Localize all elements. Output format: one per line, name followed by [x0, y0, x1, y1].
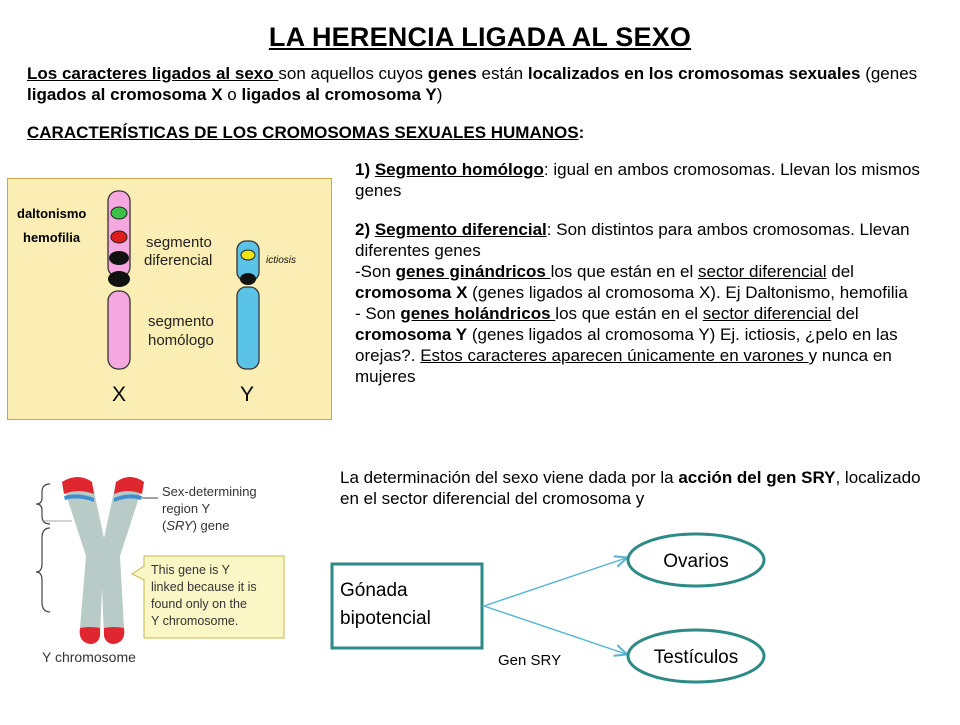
intro-localizados: localizados en los cromosomas sexuales	[527, 64, 861, 83]
intro-x-linked: ligados al cromosoma X	[27, 85, 223, 104]
sry-label-2: region Y	[162, 501, 211, 516]
y-chromosome-lower	[237, 287, 259, 369]
gen-sry-label: Gen SRY	[498, 652, 562, 669]
holandricos-text: los que están en el	[555, 304, 703, 323]
intro-text: o	[222, 85, 242, 104]
seg1-description: : igual en ambos cromosomas. Llevan los mismos genes	[355, 160, 920, 200]
holandricos-text: - Son	[355, 304, 401, 323]
holandricos-term: genes holándricos	[400, 304, 556, 323]
y-label: Y	[240, 383, 255, 406]
ictiosis-gene-dot	[241, 250, 255, 260]
seg2-number: 2)	[355, 220, 375, 239]
gonada-label-2: bipotencial	[340, 608, 431, 629]
x-chromosome-lower	[108, 291, 130, 369]
arrow-testiculos	[484, 606, 626, 654]
intro-text: (genes	[860, 64, 918, 83]
y-chromosome-figure	[28, 468, 303, 668]
ginandricos-text: los que están en el	[550, 262, 699, 281]
seg2-description: : Son distintos para ambos cromosomas. Llevan diferentes genes	[355, 220, 910, 260]
intro-text: )	[436, 85, 443, 104]
ginandricos-example: (genes ligados al cromosoma X). Ej Daltonismo, hemofilia	[467, 283, 908, 302]
y-chromosome-diagram	[28, 468, 303, 668]
ictiosis-label: ictiosis	[266, 255, 297, 266]
arrow-ovarios	[484, 558, 626, 606]
holandricos-sector: sector diferencial	[702, 304, 832, 323]
y-chromosome-body	[62, 477, 144, 644]
intro-paragraph	[27, 63, 947, 105]
intro-genes: genes	[427, 64, 477, 83]
note-line-2: linked because it is	[151, 580, 257, 594]
daltonismo-label: daltonismo	[17, 206, 87, 221]
segment-differential-text	[355, 219, 955, 387]
holandricos-example: (genes ligados al cromosoma Y) Ej. ictiosis, ¿pelo en las orejas?.	[355, 325, 898, 365]
ginandricos-chromosome: cromosoma X	[355, 283, 468, 302]
gonada-box	[332, 564, 482, 648]
note-line-1: This gene is Y	[151, 563, 230, 577]
hemofilia-label: hemofilia	[23, 230, 81, 245]
note-line-4: Y chromosome.	[151, 614, 239, 628]
tip-bottom-left	[80, 627, 100, 644]
holandricos-text: y nunca en mujeres	[355, 346, 892, 386]
sry-text: La determinación del sexo viene dada por la	[340, 468, 679, 487]
sex-determination-flow	[330, 530, 790, 720]
sry-paragraph	[340, 467, 940, 509]
segment-homologous-text	[355, 159, 955, 201]
xy-chromosome-diagram	[8, 179, 331, 419]
brace-upper	[36, 484, 50, 524]
note-line-3: found only on the	[151, 597, 247, 611]
segmento-homologo-label-2: homólogo	[148, 332, 214, 349]
intro-term: Los caracteres ligados al sexo	[27, 64, 279, 83]
seg1-number: 1)	[355, 160, 375, 179]
intro-text: son aquellos cuyos	[278, 64, 428, 83]
sry-label-1: Sex-determining	[162, 484, 257, 499]
flow-diagram	[330, 530, 790, 720]
seg1-term: Segmento homólogo	[374, 160, 544, 179]
segmento-diferencial-label-2: diferencial	[144, 252, 213, 269]
characteristics-colon: :	[578, 123, 585, 142]
ginandricos-term: genes ginándricos	[395, 262, 551, 281]
holandricos-males-only: Estos caracteres aparecen únicamente en varones	[420, 346, 809, 365]
hemofilia-gene-dot	[111, 231, 127, 243]
holandricos-chromosome: cromosoma Y	[355, 325, 468, 344]
characteristics-heading	[27, 123, 584, 143]
x-centromere	[108, 271, 130, 287]
characteristics-heading-text: CARACTERÍSTICAS DE LOS CROMOSOMAS SEXUALES HUMANOS	[27, 123, 579, 142]
segmento-homologo-label-1: segmento	[148, 313, 214, 330]
sry-gene-action: acción del gen SRY	[678, 468, 836, 487]
ginandricos-text: -Son	[355, 262, 396, 281]
intro-y-linked: ligados al cromosoma Y	[241, 85, 437, 104]
segmento-diferencial-label-1: segmento	[146, 234, 212, 251]
x-label: X	[112, 383, 127, 406]
y-chromosome-caption: Y chromosome	[42, 649, 136, 665]
intro-text: están	[476, 64, 528, 83]
gonada-label-1: Gónada	[340, 580, 408, 601]
page-title: LA HERENCIA LIGADA AL SEXO	[268, 22, 692, 52]
ovarios-label: Ovarios	[663, 551, 729, 572]
daltonismo-gene-dot	[111, 207, 127, 219]
sry-text: , localizado en el sector diferencial del cromosoma y	[340, 468, 921, 508]
ginandricos-text: del	[826, 262, 854, 281]
y-centromere	[240, 273, 256, 285]
note-pointer	[132, 566, 144, 580]
chromosome-panel	[7, 178, 332, 420]
brace-lower	[36, 528, 50, 612]
x-centromere-upper	[109, 251, 129, 265]
ginandricos-sector: sector diferencial	[698, 262, 827, 281]
testiculos-label: Testículos	[653, 647, 739, 668]
tip-bottom-right	[104, 627, 124, 644]
seg2-term: Segmento diferencial	[374, 220, 547, 239]
holandricos-text: del	[831, 304, 859, 323]
sry-label-3: (SRY) gene	[162, 518, 230, 533]
